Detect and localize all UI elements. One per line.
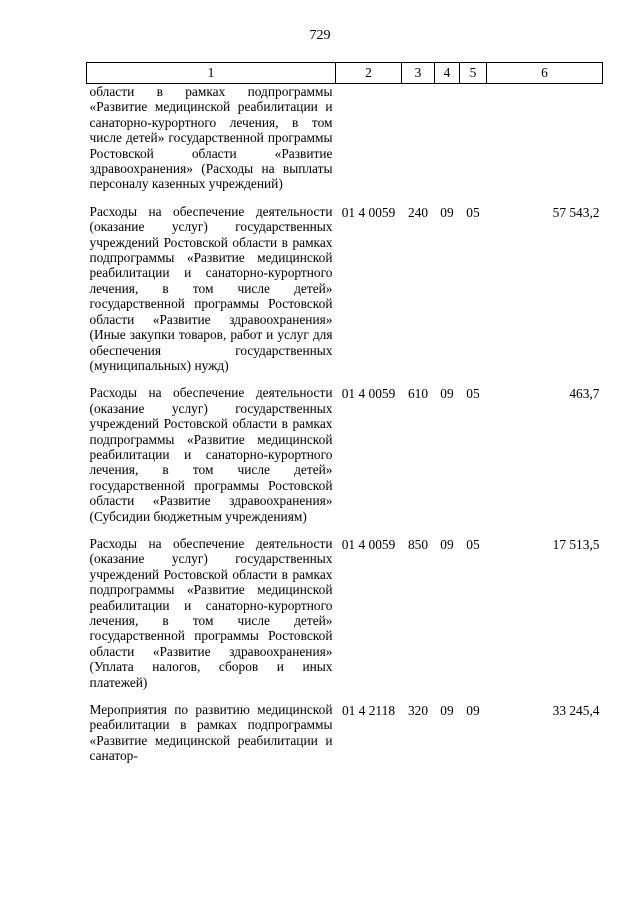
- row-target-code: 01 4 0059: [341, 536, 396, 552]
- table-row: [87, 702, 603, 776]
- row-amount: 33 245,4: [552, 703, 600, 719]
- row-subsection: 05: [466, 386, 480, 402]
- row-description: Расходы на обеспечение деятельности (оказание услуг) государственных учреждений Ростовской области в рамках подпрограммы «Развитие медицинской реабилитации и санаторно-курортного лечения, в том числе детей» государственной программы Ростовской области «Развитие здравоохранения» (Иные закупки товаров, работ и услуг для обеспечения государственных (муниципальных) нужд): [89, 203, 333, 373]
- row-amount: 463,7: [569, 386, 600, 402]
- table-row: [87, 84, 603, 204]
- row-subsection: 09: [466, 703, 480, 719]
- row-target-code: 01 4 0059: [341, 386, 396, 402]
- row-target-code: 01 4 2118: [341, 703, 396, 719]
- row-description: Расходы на обеспечение деятельности (оказание услуг) государственных учреждений Ростовской области в рамках подпрограммы «Развитие медицинской реабилитации и санаторно-курортного лечения, в том числе детей» государственной программы Ростовской области «Развитие здравоохранения» (Субсидии бюджетным учреждениям): [89, 385, 333, 524]
- row-subsection: 05: [466, 204, 480, 220]
- row-amount: 17 513,5: [552, 536, 600, 552]
- table-row: [87, 536, 603, 702]
- row-amount: [487, 84, 603, 204]
- row-section: 09: [440, 536, 454, 552]
- row-section: 09: [440, 703, 454, 719]
- row-description: области в рамках подпрограммы «Развитие медицинской реабилитации и санаторно-курортного лечения, в том числе детей» государственной программы Ростовской области «Развитие здравоохранения» (Расходы на выплаты персоналу казенных учреждений): [89, 84, 333, 192]
- header-col-4: 4: [435, 63, 460, 84]
- row-section: [435, 84, 460, 204]
- row-section: 09: [440, 204, 454, 220]
- row-expense-type: 240: [407, 204, 429, 220]
- header-col-6: 6: [487, 63, 603, 84]
- row-expense-type: 320: [407, 703, 429, 719]
- page-number: 729: [309, 28, 331, 43]
- header-row: [87, 63, 603, 84]
- table-row: [87, 385, 603, 536]
- row-target-code: [336, 84, 402, 204]
- table-header: [87, 63, 603, 84]
- row-expense-type: 610: [407, 386, 429, 402]
- header-col-3: 3: [402, 63, 435, 84]
- table-body: [87, 84, 603, 776]
- row-expense-type: [402, 84, 435, 204]
- row-amount: 57 543,2: [552, 204, 600, 220]
- row-description: Расходы на обеспечение деятельности (оказание услуг) государственных учреждений Ростовской области в рамках подпрограммы «Развитие медицинской реабилитации и санаторно-курортного лечения, в том числе детей» государственной программы Ростовской области «Развитие здравоохранения» (Уплата налогов, сборов и иных платежей): [89, 535, 333, 690]
- row-section: 09: [440, 386, 454, 402]
- row-description: Мероприятия по развитию медицинской реабилитации в рамках подпрограммы «Развитие медицинской реабилитации и санатор-: [89, 702, 333, 764]
- header-col-1: 1: [87, 63, 336, 84]
- row-subsection: 05: [466, 536, 480, 552]
- row-target-code: 01 4 0059: [341, 204, 396, 220]
- budget-table: [86, 62, 603, 776]
- header-col-2: 2: [336, 63, 402, 84]
- header-col-5: 5: [460, 63, 487, 84]
- table-row: [87, 204, 603, 385]
- row-expense-type: 850: [407, 536, 429, 552]
- row-subsection: [460, 84, 487, 204]
